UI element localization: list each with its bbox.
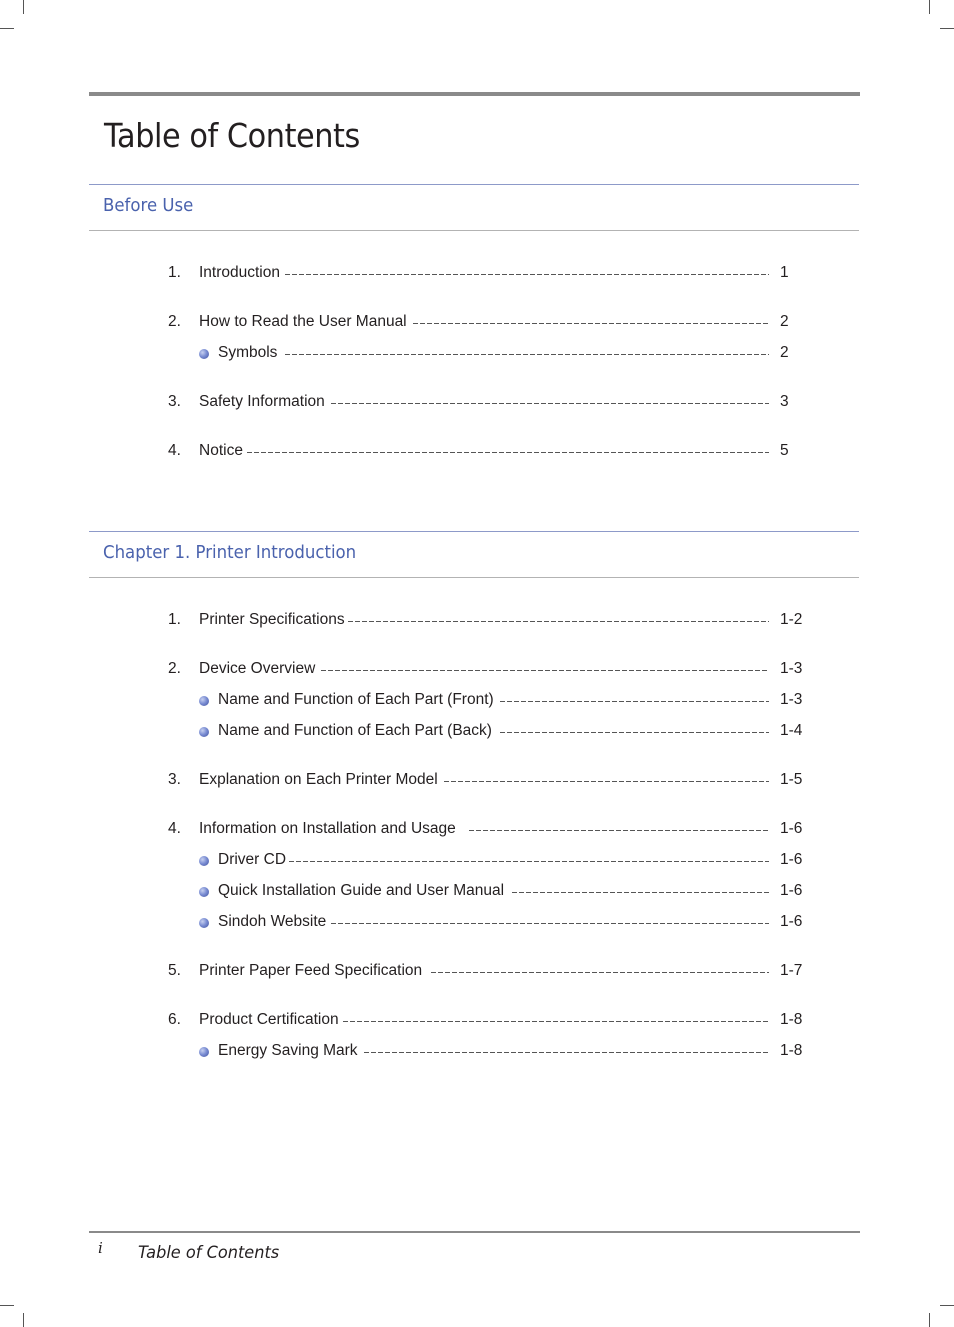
entry-label: How to Read the User Manual bbox=[199, 313, 407, 330]
entry-page: 1-3 bbox=[780, 660, 803, 677]
section-chapter-1 bbox=[89, 531, 859, 1066]
entry-page: 2 bbox=[780, 313, 789, 330]
entry-label: Printer Specifications bbox=[199, 611, 345, 628]
dot-leader bbox=[285, 264, 769, 282]
crop-mark bbox=[23, 1313, 24, 1327]
entry-number: 1. bbox=[168, 611, 181, 628]
entry-label: Quick Installation Guide and User Manual bbox=[218, 882, 505, 899]
entry-number: 4. bbox=[168, 442, 181, 459]
dot-leader bbox=[431, 962, 769, 980]
toc-entry[interactable] bbox=[89, 1004, 859, 1035]
dot-leader bbox=[285, 344, 769, 362]
dot-leader bbox=[331, 913, 769, 931]
crop-mark bbox=[0, 28, 14, 29]
entry-number: 3. bbox=[168, 393, 181, 410]
toc-entry[interactable] bbox=[89, 955, 859, 986]
toc-subentry[interactable] bbox=[89, 337, 859, 368]
toc-subentry[interactable] bbox=[89, 684, 859, 715]
entry-label: Device Overview bbox=[199, 660, 316, 677]
entry-number: 2. bbox=[168, 313, 181, 330]
bullet-icon bbox=[199, 887, 209, 897]
crop-mark bbox=[940, 1305, 954, 1306]
dot-leader bbox=[444, 771, 769, 789]
entry-label: Driver CD bbox=[218, 851, 287, 868]
section-title: Chapter 1. Printer Introduction bbox=[103, 542, 357, 563]
entry-page: 2 bbox=[780, 344, 789, 361]
dot-leader bbox=[321, 660, 769, 678]
footer-title: Table of Contents bbox=[138, 1243, 280, 1263]
entry-number: 1. bbox=[168, 264, 181, 281]
entry-label: Introduction bbox=[199, 264, 280, 281]
entry-number: 4. bbox=[168, 820, 181, 837]
footer-rule bbox=[89, 1231, 860, 1233]
entry-page: 1-8 bbox=[780, 1011, 803, 1028]
crop-mark bbox=[940, 28, 954, 29]
bullet-icon bbox=[199, 918, 209, 928]
entry-page: 1-5 bbox=[780, 771, 803, 788]
dot-leader bbox=[348, 611, 769, 629]
section-title: Before Use bbox=[103, 195, 194, 216]
dot-leader bbox=[364, 1042, 769, 1060]
bullet-icon bbox=[199, 727, 209, 737]
dot-leader bbox=[413, 313, 769, 331]
entry-page: 1-2 bbox=[780, 611, 803, 628]
section-header bbox=[89, 531, 859, 578]
dot-leader bbox=[469, 820, 769, 838]
entry-page: 1-6 bbox=[780, 913, 803, 930]
entry-number: 2. bbox=[168, 660, 181, 677]
dot-leader bbox=[512, 882, 769, 900]
entry-label: Symbols bbox=[218, 344, 278, 361]
crop-mark bbox=[929, 1313, 930, 1327]
entry-page: 1-7 bbox=[780, 962, 803, 979]
entry-page: 3 bbox=[780, 393, 789, 410]
entry-number: 3. bbox=[168, 771, 181, 788]
entry-number: 6. bbox=[168, 1011, 181, 1028]
toc-entry[interactable] bbox=[89, 257, 859, 288]
entry-page: 1-6 bbox=[780, 820, 803, 837]
bullet-icon bbox=[199, 856, 209, 866]
dot-leader bbox=[343, 1011, 769, 1029]
section-before-use bbox=[89, 184, 859, 466]
entry-label: Product Certification bbox=[199, 1011, 339, 1028]
bullet-icon bbox=[199, 1047, 209, 1057]
entry-label: Explanation on Each Printer Model bbox=[199, 771, 438, 788]
entry-page: 1-4 bbox=[780, 722, 803, 739]
toc-subentry[interactable] bbox=[89, 844, 859, 875]
footer-page-number: i bbox=[98, 1239, 103, 1257]
entry-page: 1-8 bbox=[780, 1042, 803, 1059]
entry-page: 1 bbox=[780, 264, 789, 281]
section-header bbox=[89, 184, 859, 231]
entry-label: Notice bbox=[199, 442, 243, 459]
toc-entry[interactable] bbox=[89, 764, 859, 795]
bullet-icon bbox=[199, 696, 209, 706]
toc-entry[interactable] bbox=[89, 604, 859, 635]
toc-entry[interactable] bbox=[89, 386, 859, 417]
toc-subentry[interactable] bbox=[89, 875, 859, 906]
toc-entry[interactable] bbox=[89, 653, 859, 684]
toc-list bbox=[89, 604, 859, 1066]
entry-label: Information on Installation and Usage bbox=[199, 820, 456, 837]
entry-number: 5. bbox=[168, 962, 181, 979]
entry-label: Safety Information bbox=[199, 393, 325, 410]
toc-entry[interactable] bbox=[89, 435, 859, 466]
dot-leader bbox=[247, 442, 769, 460]
page-title: Table of Contents bbox=[104, 116, 360, 155]
toc-subentry[interactable] bbox=[89, 1035, 859, 1066]
entry-label: Sindoh Website bbox=[218, 913, 327, 930]
entry-label: Printer Paper Feed Specification bbox=[199, 962, 423, 979]
entry-label: Name and Function of Each Part (Back) bbox=[218, 722, 492, 739]
entry-label: Energy Saving Mark bbox=[218, 1042, 358, 1059]
dot-leader bbox=[331, 393, 769, 411]
toc-entry[interactable] bbox=[89, 813, 859, 844]
toc-subentry[interactable] bbox=[89, 715, 859, 746]
entry-label: Name and Function of Each Part (Front) bbox=[218, 691, 494, 708]
crop-mark bbox=[929, 0, 930, 14]
entry-page: 1-6 bbox=[780, 882, 803, 899]
dot-leader bbox=[289, 851, 769, 869]
top-rule bbox=[89, 92, 860, 96]
crop-mark bbox=[0, 1305, 14, 1306]
entry-page: 5 bbox=[780, 442, 789, 459]
toc-list bbox=[89, 257, 859, 466]
toc-subentry[interactable] bbox=[89, 906, 859, 937]
crop-mark bbox=[23, 0, 24, 14]
entry-page: 1-3 bbox=[780, 691, 803, 708]
entry-page: 1-6 bbox=[780, 851, 803, 868]
toc-entry[interactable] bbox=[89, 306, 859, 337]
dot-leader bbox=[500, 691, 769, 709]
dot-leader bbox=[500, 722, 769, 740]
bullet-icon bbox=[199, 349, 209, 359]
